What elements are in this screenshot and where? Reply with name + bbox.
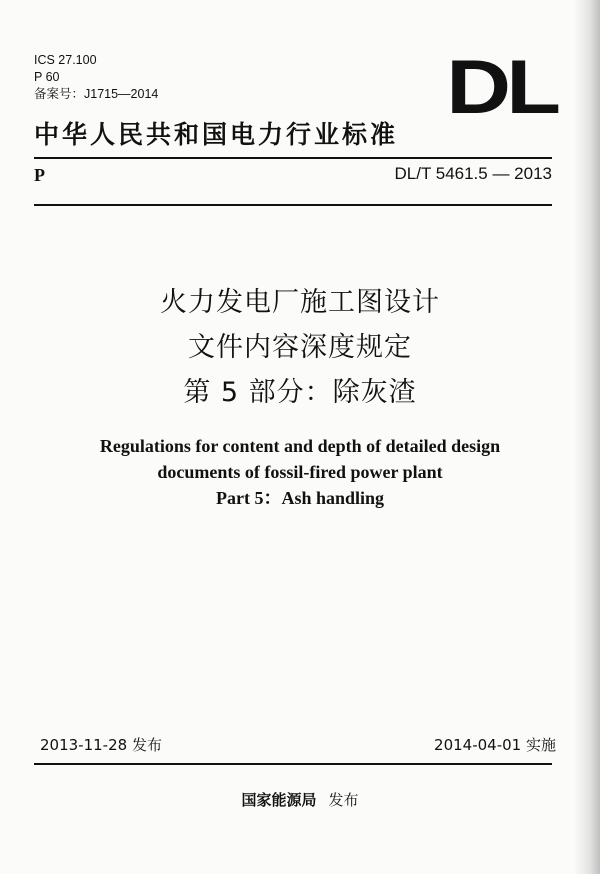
english-title-line-3: Part 5：Ash handling [215, 488, 385, 508]
english-title [0, 433, 600, 511]
english-title-line-2: documents of fossil-fired power plant [157, 462, 443, 482]
issue-date: 2013-11-28 发布 [40, 736, 162, 754]
chinese-title-line-3: 第 5 部分：除灰渣 [183, 377, 417, 408]
standard-type-heading: 中华人民共和国电力行业标准 [34, 120, 399, 149]
second-rule [34, 204, 552, 206]
english-title-line-1: Regulations for content and depth of detailed design [99, 436, 501, 456]
bottom-rule [34, 763, 552, 765]
chinese-title-line-1: 火力发电厂施工图设计 [160, 287, 440, 318]
dl-logo: DL [445, 45, 556, 130]
publisher-action: 发布 [328, 791, 359, 809]
chinese-title-line-2: 文件内容深度规定 [188, 332, 412, 363]
publisher-line [0, 789, 600, 810]
implementation-date: 2014-04-01 实施 [434, 736, 556, 754]
record-number: 备案号：J1715—2014 [34, 87, 159, 101]
standard-code: DL/T 5461.5 — 2013 [394, 164, 552, 183]
top-rule [34, 157, 552, 159]
category-letter: P [34, 165, 45, 185]
ccs-code: P 60 [34, 70, 60, 84]
classification-block [34, 52, 158, 103]
ics-code: ICS 27.100 [34, 53, 97, 67]
chinese-title [0, 280, 600, 415]
publisher-org: 国家能源局 [241, 791, 317, 809]
